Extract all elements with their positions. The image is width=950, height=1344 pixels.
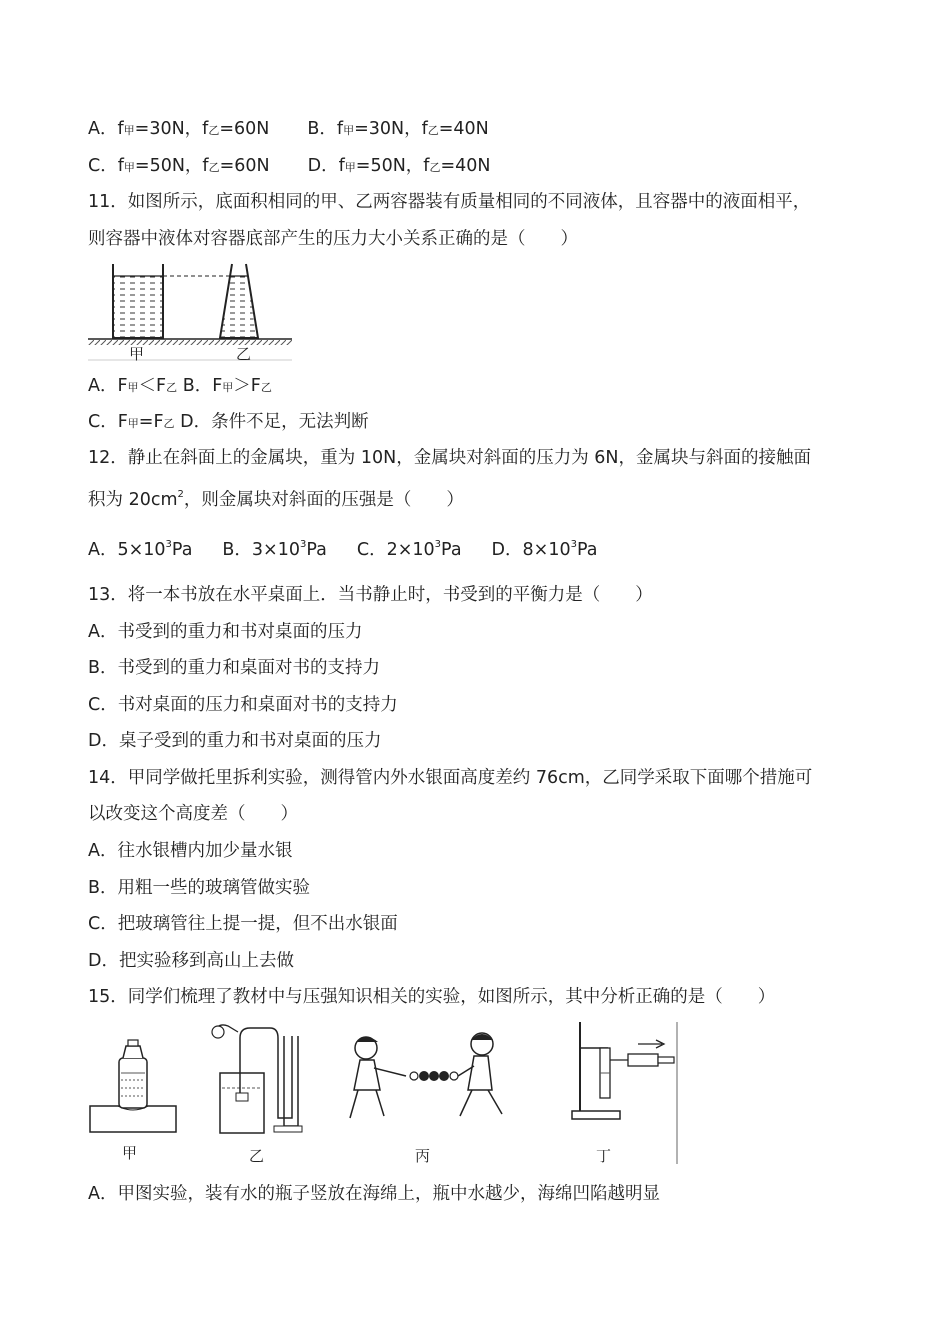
q13-option-d: D．桌子受到的重力和书对桌面的压力: [88, 731, 382, 751]
value: =60N: [219, 156, 270, 176]
fig-label-yi: 乙: [236, 345, 252, 363]
fig-label-jia: 甲: [122, 1144, 138, 1162]
option-letter: D．: [307, 156, 339, 176]
subscript: 甲: [123, 124, 135, 137]
text: ，则金属块对斜面的压强是（ ）: [183, 490, 464, 510]
subscript: 乙: [260, 381, 272, 394]
q14-stem-line1: 14．甲同学做托里拆利实验，测得管内外水银面高度差约 76cm，乙同学采取下面哪个措施可: [88, 768, 813, 788]
option-text: D．8×10: [491, 540, 571, 560]
stand-with-syringe: [572, 1022, 674, 1119]
q11-options-row2: [88, 410, 369, 436]
q11-stem-line2: 则容器中液体对容器底部产生的压力大小关系正确的是（ ）: [88, 229, 578, 249]
q12-options: [88, 533, 597, 562]
q12-stem-line1: 12．静止在斜面上的金属块，重为 10N，金属块对斜面的压力为 6N，金属块与斜面的接触面: [88, 448, 811, 468]
option-text: B．3×10: [222, 540, 300, 560]
q13-stem: 13．将一本书放在水平桌面上．当书静止时，书受到的平衡力是（ ）: [88, 585, 653, 605]
option-text: A．5×10: [88, 540, 166, 560]
subscript: 乙: [208, 124, 220, 137]
subscript: 甲: [127, 381, 139, 394]
option-letter: C．: [88, 156, 118, 176]
subscript: 甲: [344, 161, 356, 174]
q14-option-a: A．往水银槽内加少量水银: [88, 841, 293, 861]
q14-option-c: C．把玻璃管往上提一提，但不出水银面: [88, 914, 398, 934]
unit: Pa: [576, 540, 598, 560]
value: =30N，f: [354, 119, 428, 139]
option-letter: B．: [307, 119, 337, 139]
q13-option-b: B．书受到的重力和桌面对书的支持力: [88, 658, 381, 678]
option-text: =F: [138, 412, 164, 432]
magdeburg-kids: [350, 1033, 502, 1118]
value: =40N: [438, 119, 489, 139]
subscript: 甲: [127, 417, 139, 430]
unit: Pa: [171, 540, 193, 560]
value: =40N: [440, 156, 491, 176]
superscript: 3: [570, 539, 577, 550]
container-yi-liquid: [221, 276, 256, 338]
value: =30N，f: [134, 119, 209, 139]
q14-option-b: B．用粗一些的玻璃管做实验: [88, 878, 311, 898]
q13-option-c: C．书对桌面的压力和桌面对书的支持力: [88, 695, 398, 715]
option-text: ＜F: [138, 376, 167, 396]
q14-stem-line2: 以改变这个高度差（ ）: [88, 804, 298, 824]
containers-figure: [88, 262, 294, 364]
text: 积为 20cm: [88, 490, 178, 510]
q15-stem: 15．同学们梳理了教材中与压强知识相关的实验，如图所示，其中分析正确的是（ ）: [88, 987, 776, 1007]
subscript: 甲: [222, 381, 234, 394]
value: =50N，f: [355, 156, 430, 176]
fig-label-bing: 丙: [415, 1147, 431, 1165]
subscript: 乙: [427, 124, 439, 137]
option-text: B．F: [182, 376, 223, 396]
unit: Pa: [441, 540, 462, 560]
value: =50N，f: [134, 156, 209, 176]
q11-stem-line1: 11．如图所示，底面积相同的甲、乙两容器装有质量相同的不同液体，且容器中的液面相平，: [88, 192, 811, 212]
fig-label-ding: 丁: [596, 1147, 612, 1165]
pressure-experiments-figure: [88, 1018, 680, 1166]
q14-option-d: D．把实验移到高山上去做: [88, 951, 294, 971]
superscript: 2: [177, 489, 184, 500]
option-text: D．条件不足，无法判断: [180, 412, 369, 432]
subscript: 甲: [343, 124, 355, 137]
q10-options-row2: [88, 154, 491, 180]
q11-options-row1: [88, 374, 272, 400]
superscript: 3: [165, 539, 172, 550]
value: =60N: [219, 119, 270, 139]
superscript: 3: [434, 539, 442, 550]
bottle-on-sponge: [90, 1040, 176, 1132]
option-text: A．F: [88, 376, 128, 396]
subscript: 甲: [123, 161, 135, 174]
var: f: [117, 119, 124, 139]
var: f: [117, 156, 124, 176]
var: f: [336, 119, 344, 139]
q13-option-a: A．书受到的重力和书对桌面的压力: [88, 622, 363, 642]
q10-options-row1: [88, 117, 489, 143]
fig-label-jia: 甲: [129, 345, 145, 363]
fig-label-yi: 乙: [249, 1147, 265, 1165]
ground-hatch: [88, 340, 292, 345]
q12-stem-line2: [88, 483, 464, 512]
option-text: C．F: [88, 412, 128, 432]
option-text: C．2×10: [356, 540, 435, 560]
unit: Pa: [306, 540, 327, 560]
container-jia-liquid: [113, 276, 163, 338]
var: f: [338, 156, 345, 176]
option-letter: A．: [88, 119, 118, 139]
subscript: 乙: [166, 381, 178, 394]
u-tube-manometer: [212, 1025, 302, 1133]
subscript: 乙: [208, 161, 220, 174]
subscript: 乙: [429, 161, 441, 174]
option-text: ＞F: [233, 376, 261, 396]
q15-option-a: A．甲图实验，装有水的瓶子竖放在海绵上，瓶中水越少，海绵凹陷越明显: [88, 1184, 660, 1204]
superscript: 3: [300, 539, 307, 550]
subscript: 乙: [163, 417, 175, 430]
